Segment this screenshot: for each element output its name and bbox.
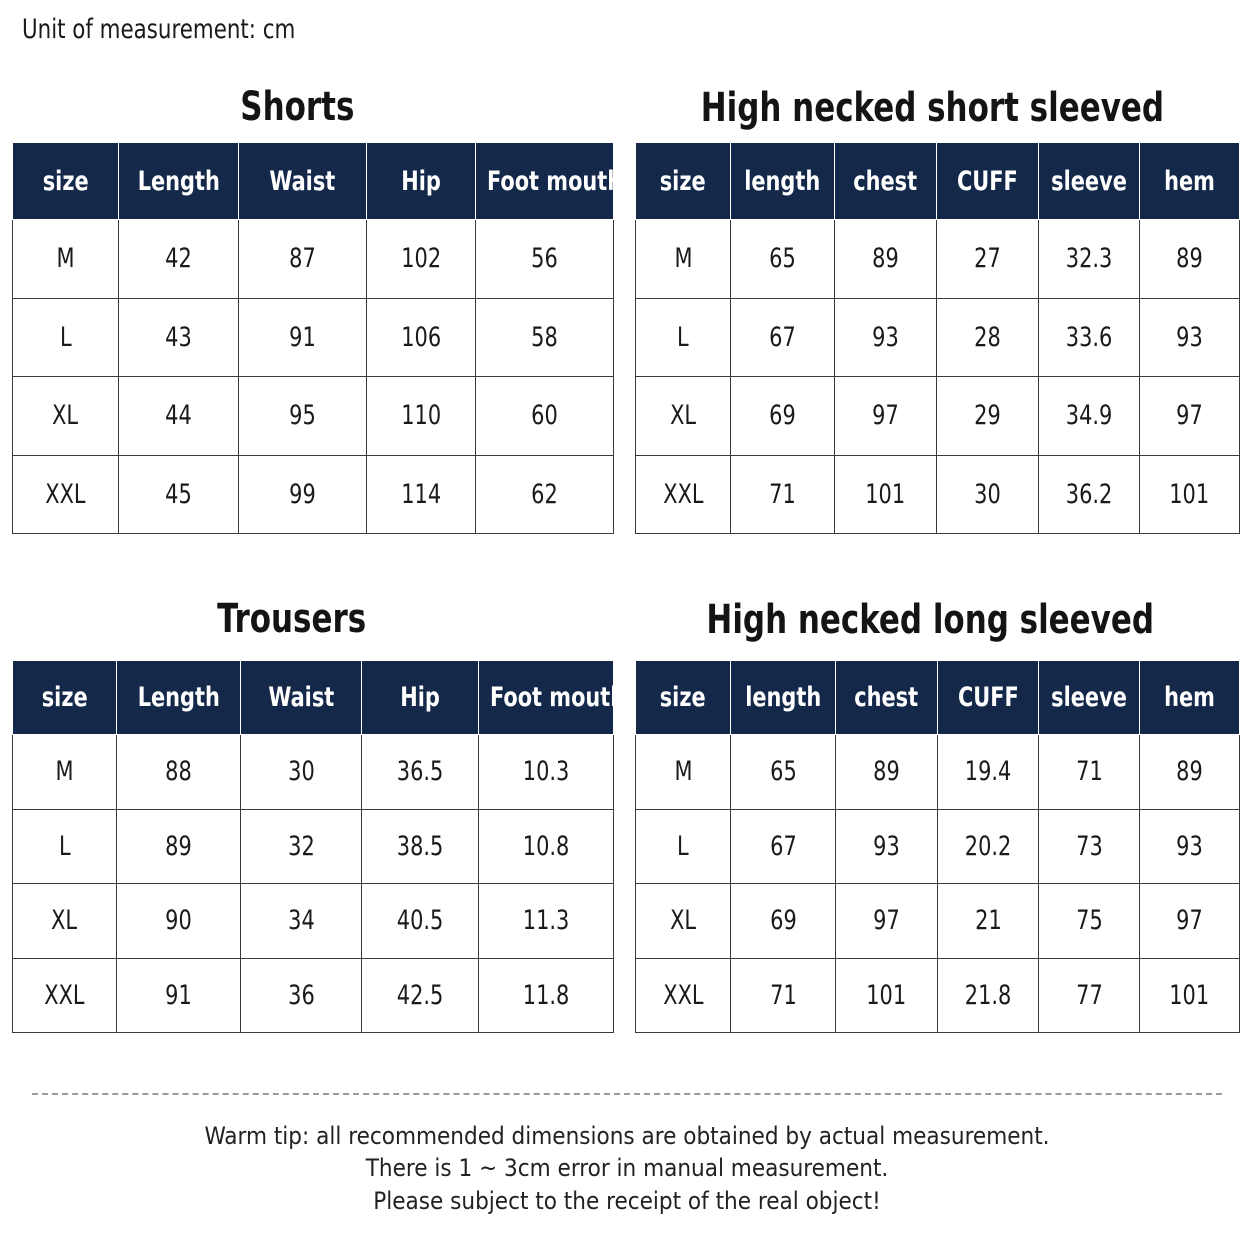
column-header: CUFF [937, 143, 1039, 220]
table-row [636, 958, 1240, 1033]
column-header: hem [1140, 661, 1240, 735]
size-cell: XL [13, 377, 119, 456]
size-cell: L [636, 809, 731, 884]
measurement-cell: 21.8 [938, 958, 1039, 1033]
table-row [13, 958, 614, 1033]
measurement-cell: 10.8 [479, 809, 614, 884]
size-cell: XXL [636, 455, 731, 534]
table-row [636, 220, 1240, 299]
column-header: length [731, 143, 835, 220]
measurement-cell: 114 [367, 455, 476, 534]
table-row [13, 809, 614, 884]
table-header-row [636, 661, 1240, 735]
measurement-cell: 32.3 [1039, 220, 1140, 299]
measurement-cell: 60 [476, 377, 614, 456]
measurement-cell: 89 [117, 809, 241, 884]
measurement-cell: 56 [476, 220, 614, 299]
size-cell: M [13, 220, 119, 299]
table-row [636, 884, 1240, 959]
column-header: size [636, 143, 731, 220]
table-row [636, 377, 1240, 456]
table-header-row [13, 661, 614, 735]
measurement-cell: 42 [119, 220, 239, 299]
measurement-cell: 40.5 [362, 884, 479, 959]
measurement-cell: 62 [476, 455, 614, 534]
table-row [13, 735, 614, 810]
measurement-cell: 27 [937, 220, 1039, 299]
table-row [13, 298, 614, 377]
measurement-cell: 97 [1140, 377, 1240, 456]
measurement-cell: 75 [1039, 884, 1140, 959]
dashed-divider [32, 1093, 1222, 1095]
measurement-cell: 91 [117, 958, 241, 1033]
warm-tip-line-2: There is 1 ~ 3cm error in manual measurement. [365, 1154, 889, 1182]
column-header: Length [117, 661, 241, 735]
measurement-cell: 73 [1039, 809, 1140, 884]
measurement-cell: 45 [119, 455, 239, 534]
measurement-cell: 21 [938, 884, 1039, 959]
table-row [636, 735, 1240, 810]
measurement-cell: 36.2 [1039, 455, 1140, 534]
size-cell: M [636, 735, 731, 810]
table-header-row [636, 143, 1240, 220]
table-row [13, 455, 614, 534]
column-header: Hip [367, 143, 476, 220]
measurement-cell: 65 [731, 220, 835, 299]
column-header: chest [836, 661, 938, 735]
column-header: sleeve [1039, 661, 1140, 735]
long-sleeved-title: High necked long sleeved [706, 597, 1154, 643]
column-header: sleeve [1039, 143, 1140, 220]
measurement-cell: 87 [239, 220, 367, 299]
short-sleeved-title: High necked short sleeved [700, 85, 1165, 131]
measurement-cell: 71 [1039, 735, 1140, 810]
table-row [13, 377, 614, 456]
measurement-cell: 43 [119, 298, 239, 377]
column-header: Foot mouth [476, 143, 614, 220]
measurement-cell: 67 [731, 298, 835, 377]
measurement-cell: 65 [731, 735, 836, 810]
measurement-cell: 89 [1140, 220, 1240, 299]
measurement-cell: 88 [117, 735, 241, 810]
size-cell: M [636, 220, 731, 299]
size-cell: XXL [636, 958, 731, 1033]
column-header: size [636, 661, 731, 735]
column-header: hem [1140, 143, 1240, 220]
measurement-cell: 101 [1140, 455, 1240, 534]
measurement-cell: 32 [241, 809, 362, 884]
measurement-cell: 93 [836, 809, 938, 884]
measurement-cell: 67 [731, 809, 836, 884]
measurement-cell: 97 [835, 377, 937, 456]
size-cell: XL [13, 884, 117, 959]
column-header: size [13, 661, 117, 735]
short-sleeved-size-table [635, 142, 1240, 534]
size-cell: XL [636, 377, 731, 456]
measurement-cell: 89 [1140, 735, 1240, 810]
measurement-cell: 93 [835, 298, 937, 377]
measurement-cell: 77 [1039, 958, 1140, 1033]
column-header: chest [835, 143, 937, 220]
measurement-cell: 106 [367, 298, 476, 377]
measurement-cell: 101 [836, 958, 938, 1033]
column-header: Waist [241, 661, 362, 735]
measurement-cell: 36 [241, 958, 362, 1033]
size-cell: L [13, 298, 119, 377]
column-header: Length [119, 143, 239, 220]
measurement-cell: 71 [731, 958, 836, 1033]
table-header-row [13, 143, 614, 220]
table-row [13, 884, 614, 959]
measurement-cell: 19.4 [938, 735, 1039, 810]
column-header: length [731, 661, 836, 735]
long-sleeved-size-table [635, 660, 1240, 1033]
measurement-cell: 42.5 [362, 958, 479, 1033]
table-row [636, 298, 1240, 377]
measurement-cell: 89 [835, 220, 937, 299]
measurement-cell: 93 [1140, 809, 1240, 884]
measurement-cell: 101 [1140, 958, 1240, 1033]
size-cell: XXL [13, 958, 117, 1033]
measurement-cell: 58 [476, 298, 614, 377]
measurement-cell: 91 [239, 298, 367, 377]
table-row [636, 455, 1240, 534]
column-header: CUFF [938, 661, 1039, 735]
size-cell: M [13, 735, 117, 810]
column-header: size [13, 143, 119, 220]
measurement-cell: 30 [937, 455, 1039, 534]
measurement-cell: 33.6 [1039, 298, 1140, 377]
measurement-cell: 38.5 [362, 809, 479, 884]
measurement-cell: 44 [119, 377, 239, 456]
measurement-cell: 95 [239, 377, 367, 456]
trousers-title: Trousers [217, 596, 367, 642]
measurement-cell: 11.3 [479, 884, 614, 959]
measurement-cell: 90 [117, 884, 241, 959]
warm-tip-line-1: Warm tip: all recommended dimensions are obtained by actual measurement. [204, 1122, 1050, 1150]
measurement-cell: 30 [241, 735, 362, 810]
warm-tip-line-3: Please subject to the receipt of the real object! [373, 1187, 881, 1215]
measurement-cell: 97 [836, 884, 938, 959]
trousers-size-table [12, 660, 626, 1033]
measurement-cell: 28 [937, 298, 1039, 377]
unit-of-measurement-text: Unit of measurement: cm [22, 14, 296, 45]
measurement-cell: 36.5 [362, 735, 479, 810]
measurement-cell: 69 [731, 377, 835, 456]
measurement-cell: 101 [835, 455, 937, 534]
column-header: Hip [362, 661, 479, 735]
column-header: Foot mouth [479, 661, 614, 735]
measurement-cell: 89 [836, 735, 938, 810]
measurement-cell: 29 [937, 377, 1039, 456]
column-header: Waist [239, 143, 367, 220]
shorts-size-table [12, 142, 623, 534]
measurement-cell: 10.3 [479, 735, 614, 810]
measurement-cell: 69 [731, 884, 836, 959]
measurement-cell: 34 [241, 884, 362, 959]
measurement-cell: 11.8 [479, 958, 614, 1033]
measurement-cell: 93 [1140, 298, 1240, 377]
size-cell: XXL [13, 455, 119, 534]
measurement-cell: 99 [239, 455, 367, 534]
measurement-cell: 20.2 [938, 809, 1039, 884]
table-row [636, 809, 1240, 884]
measurement-cell: 97 [1140, 884, 1240, 959]
table-row [13, 220, 614, 299]
size-cell: XL [636, 884, 731, 959]
size-cell: L [636, 298, 731, 377]
measurement-cell: 71 [731, 455, 835, 534]
measurement-cell: 110 [367, 377, 476, 456]
size-cell: L [13, 809, 117, 884]
measurement-cell: 102 [367, 220, 476, 299]
measurement-cell: 34.9 [1039, 377, 1140, 456]
shorts-title: Shorts [239, 84, 355, 130]
